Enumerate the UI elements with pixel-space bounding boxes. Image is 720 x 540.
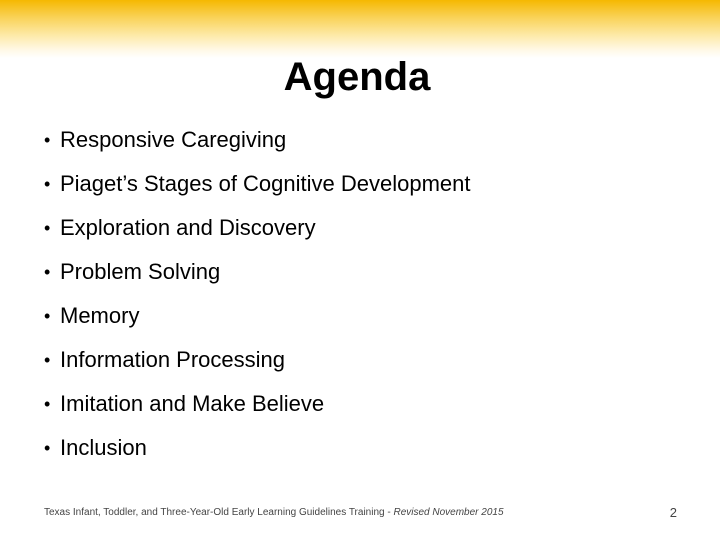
agenda-item-label: Piaget’s Stages of Cognitive Development: [60, 171, 471, 196]
footer-label: Texas Infant, Toddler, and Three-Year-Old Early Learning Guidelines Training -: [44, 507, 394, 518]
agenda-item-information-processing: [44, 338, 471, 382]
agenda-item-label: Problem Solving: [60, 259, 221, 284]
agenda-list: [44, 118, 471, 470]
agenda-item-exploration-discovery: [44, 206, 471, 250]
agenda-item-label: Responsive Caregiving: [60, 127, 287, 152]
agenda-item-memory: [44, 294, 471, 338]
agenda-item-piaget-stages: [44, 162, 471, 206]
bullet-icon: •: [44, 129, 51, 150]
agenda-item-problem-solving: [44, 250, 471, 294]
bullet-icon: •: [44, 305, 51, 326]
page-number: 2: [669, 505, 677, 520]
bullet-icon: •: [44, 349, 51, 370]
agenda-item-responsive-caregiving: [44, 118, 471, 162]
agenda-item-inclusion: [44, 426, 471, 470]
agenda-item-label: Exploration and Discovery: [60, 215, 316, 240]
agenda-item-label: Inclusion: [60, 435, 147, 460]
agenda-item-label: Information Processing: [60, 347, 285, 372]
header-gradient-band: [0, 0, 720, 58]
slide-footer: [44, 507, 504, 518]
agenda-item-label: Imitation and Make Believe: [60, 391, 325, 416]
footer-revised-date: Revised November 2015: [393, 507, 504, 518]
bullet-icon: •: [44, 437, 51, 458]
bullet-icon: •: [44, 261, 51, 282]
agenda-item-label: Memory: [60, 303, 140, 328]
bullet-icon: •: [44, 173, 51, 194]
bullet-icon: •: [44, 217, 51, 238]
bullet-icon: •: [44, 393, 51, 414]
slide-title: Agenda: [283, 55, 431, 99]
agenda-item-imitation-make-believe: [44, 382, 471, 426]
